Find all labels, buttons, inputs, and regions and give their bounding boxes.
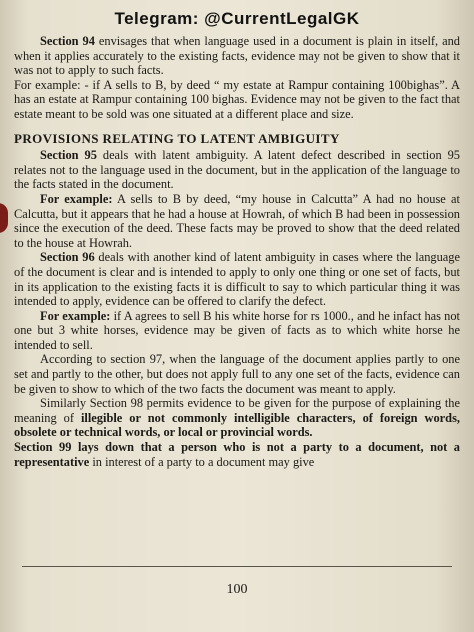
section-96-example — [14, 309, 460, 353]
section-95-example — [14, 192, 460, 250]
section-96-label: Section 96 — [40, 250, 95, 265]
section-94-example: For example: - if A sells to B, by deed “ my estate at Rampur containing 100bighas”. A has an estate at Rampur containing 100 bighas. Evidence may not be given to the fact that estate meant to be sold was one situated at a different place and size. — [14, 77, 460, 121]
section-94-paragraph — [14, 34, 460, 78]
watermark: Telegram: @CurrentLegalGK — [114, 9, 360, 28]
page-number: 100 — [226, 582, 248, 597]
section-96-example-text: if A agrees to sell B his white horse for rs 1000., and he infact has not one but 3 white horses, evidence may be given of facts as to which white horse he intended to sell. — [14, 308, 461, 352]
section-98-bold: illegible or not commonly intelligible characters, of foreign words, obsolete or technical words, or local or provincial words. — [14, 410, 460, 440]
footer-rule — [22, 566, 452, 567]
section-98-paragraph — [14, 396, 460, 440]
section-95-example-label: For example: — [40, 191, 113, 206]
section-95-example-text: A sells to B by deed, “my house in Calcutta” A had no house at Calcutta, but it appears that he had a house at Howrah, of which B had been in possession since the execution of the deed. These facts may be proved to show that the deed related to the house at Howrah. — [14, 191, 460, 250]
section-95-text: deals with latent ambiguity. A latent defect described in section 95 relates not to the language used in the document, but in the application of the language to the facts stated in the document. — [14, 148, 460, 192]
section-99-paragraph — [14, 440, 460, 469]
section-95-label: Section 95 — [40, 148, 97, 163]
section-94-label: Section 94 — [40, 34, 95, 48]
latent-ambiguity-heading: PROVISIONS RELATING TO LATENT AMBIGUITY — [14, 130, 340, 146]
section-96-paragraph — [14, 250, 460, 308]
body-text — [14, 34, 460, 469]
section-94-text: envisages that when language used in a document is plain in itself, and when it applies accurately to the existing facts, evidence may not be given to show that it was not to apply to such facts. — [14, 34, 460, 78]
section-97-paragraph: According to section 97, when the language of the document applies partly to one set and partly to the other, but does not apply full to any one set of the facts, evidence can be given to show to which of the two facts the document was meant to apply. — [14, 352, 460, 396]
section-96-text: deals with another kind of latent ambiguity in cases where the language of the document is clear and is intended to apply to only one thing or one set of facts, but in its application to the existing facts it is difficult to say to which particular thing it was intended to apply, evidence can be offered to clarify the defect. — [14, 250, 460, 309]
section-95-paragraph — [14, 148, 460, 192]
section-98-text: Similarly Section 98 permits evidence to be given for the purpose of explaining the meaning of — [14, 396, 460, 425]
section-99-text: in interest of a party to a document may give — [89, 454, 315, 469]
section-96-example-label: For example: — [40, 308, 111, 323]
section-99-bold: Section 99 lays down that a person who is not a party to a document, not a representative — [14, 440, 460, 469]
thumb-shadow — [0, 203, 8, 233]
